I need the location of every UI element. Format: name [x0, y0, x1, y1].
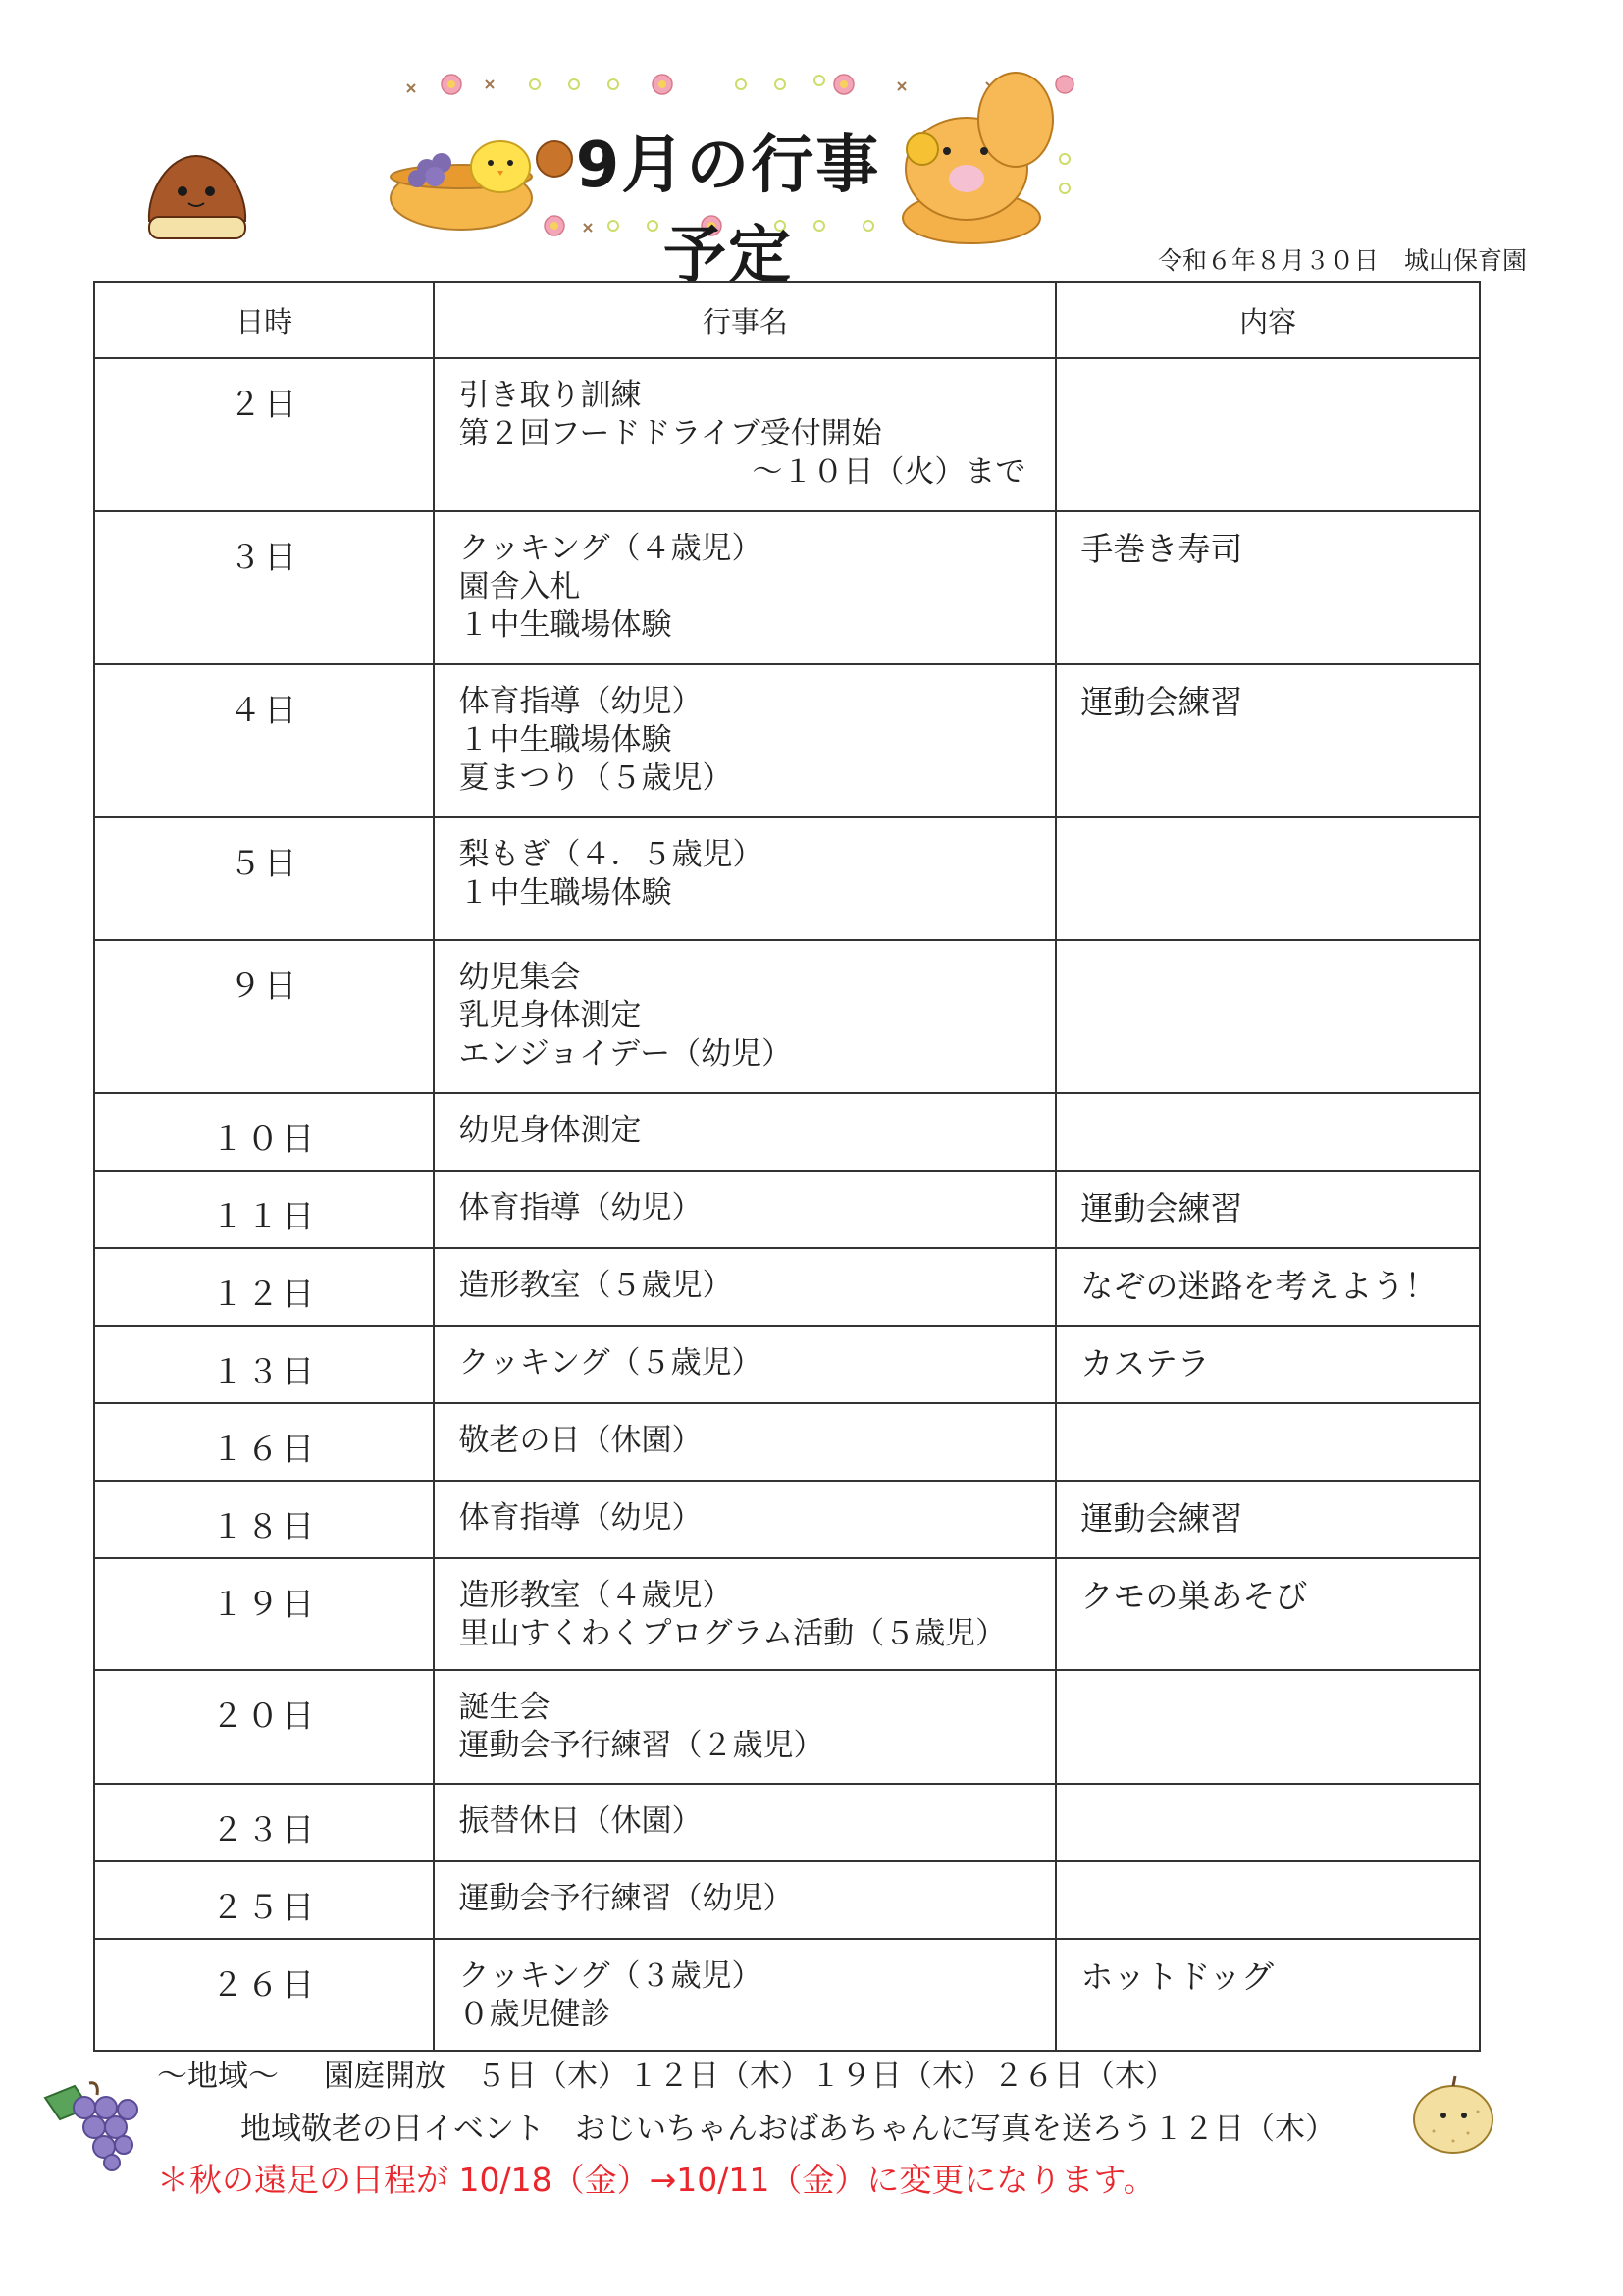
region-event: 地域敬老の日イベント おじいちゃんおばあちゃんに写真を送ろう１２日（木）: [240, 2112, 1335, 2147]
event-line: 誕生会: [458, 1690, 550, 1725]
pear-icon: [1409, 2072, 1497, 2156]
row-content: [1056, 1403, 1480, 1481]
table-row: [94, 1558, 1480, 1670]
page-title: 9月の行事予定: [575, 130, 881, 292]
event-line: 園舎入札: [458, 569, 581, 604]
row-day: ２３日: [94, 1784, 434, 1861]
event-line: 振替休日（休園）: [458, 1803, 703, 1839]
table-row: [94, 1248, 1480, 1326]
event-line: クッキング（３歳児）: [458, 1958, 762, 1994]
event-line: 梨もぎ（４．５歳児）: [458, 837, 763, 872]
row-day: １０日: [94, 1093, 434, 1171]
issue-header: [1158, 241, 1527, 277]
chick-icon: [471, 141, 530, 192]
row-content: カステラ: [1056, 1326, 1480, 1403]
title-banner: [388, 61, 1074, 292]
row-events: [434, 358, 1056, 511]
row-content: [1056, 1670, 1480, 1784]
table-row: [94, 1939, 1480, 2051]
row-events: [434, 664, 1056, 817]
table-row: [94, 1403, 1480, 1481]
table-row: [94, 664, 1480, 817]
event-line: １中生職場体験: [458, 722, 672, 757]
event-line: 運動会予行練習（幼児）: [458, 1881, 794, 1916]
event-line: 運動会予行練習（２歳児）: [458, 1728, 824, 1763]
event-line: 幼児集会: [458, 960, 581, 995]
event-line: 敬老の日（休園）: [458, 1423, 703, 1458]
row-content: [1056, 817, 1480, 940]
issue-date: 令和６年８月３０日: [1158, 246, 1380, 275]
region-dates: 園庭開放 ５日（木）１２日（木）１９日（木）２６日（木）: [324, 2059, 1176, 2094]
table-row: [94, 1171, 1480, 1248]
change-notice: ＊秋の遠足の日程が 10/18（金）→10/11（金）に変更になります。: [157, 2161, 1156, 2199]
event-line: 第２回フードドライブ受付開始: [458, 416, 882, 451]
row-day: １２日: [94, 1248, 434, 1326]
event-line: エンジョイデー（幼児）: [458, 1036, 793, 1071]
event-line: １中生職場体験: [458, 875, 672, 911]
row-events: [434, 817, 1056, 940]
row-events: [434, 1248, 1056, 1326]
row-day: ４日: [94, 664, 434, 817]
row-events: [434, 1093, 1056, 1171]
event-line: ０歳児健診: [458, 1997, 611, 2032]
row-events: [434, 1558, 1056, 1670]
row-day: １８日: [94, 1481, 434, 1558]
row-events: [434, 1326, 1056, 1403]
row-content: なぞの迷路を考えよう！: [1056, 1248, 1480, 1326]
event-line: 夏まつり（５歳児）: [458, 760, 733, 796]
header-content: 内容: [1056, 282, 1480, 358]
schedule-body: [94, 358, 1480, 2051]
squirrel-icon: [903, 73, 1053, 243]
table-row: [94, 1861, 1480, 1939]
grapes-icon: [35, 2078, 143, 2171]
row-day: ３日: [94, 511, 434, 664]
row-events: [434, 1403, 1056, 1481]
event-line: ～１０日（火）まで: [752, 454, 1026, 490]
table-row: [94, 511, 1480, 664]
event-line: クッキング（４歳児）: [458, 531, 762, 566]
row-events: [434, 511, 1056, 664]
row-content: 手巻き寿司: [1056, 511, 1480, 664]
schedule-table: [93, 281, 1481, 2052]
table-row: [94, 940, 1480, 1093]
event-line: １中生職場体験: [458, 607, 672, 643]
row-content: [1056, 1784, 1480, 1861]
table-row: [94, 817, 1480, 940]
row-day: １９日: [94, 1558, 434, 1670]
row-events: [434, 1171, 1056, 1248]
nursery-name: 城山保育園: [1404, 246, 1528, 275]
event-line: 体育指導（幼児）: [458, 1190, 703, 1226]
row-day: １６日: [94, 1403, 434, 1481]
table-row: [94, 1481, 1480, 1558]
table-row: [94, 1670, 1480, 1784]
row-day: ２５日: [94, 1861, 434, 1939]
row-day: ２６日: [94, 1939, 434, 2051]
row-content: クモの巣あそび: [1056, 1558, 1480, 1670]
table-row: [94, 1784, 1480, 1861]
row-content: [1056, 1093, 1480, 1171]
row-events: [434, 940, 1056, 1093]
region-label: ～地域～: [157, 2059, 279, 2094]
event-line: 引き取り訓練: [458, 378, 642, 413]
event-line: 造形教室（５歳児）: [458, 1268, 733, 1303]
table-row: [94, 1093, 1480, 1171]
event-line: 里山すくわくプログラム活動（５歳児）: [458, 1616, 1007, 1651]
row-day: ５日: [94, 817, 434, 940]
row-content: ホットドッグ: [1056, 1939, 1480, 2051]
row-events: [434, 1939, 1056, 2051]
row-day: １１日: [94, 1171, 434, 1248]
row-events: [434, 1784, 1056, 1861]
table-header-row: [94, 282, 1480, 358]
row-day: ９日: [94, 940, 434, 1093]
row-day: ２日: [94, 358, 434, 511]
header-event: 行事名: [434, 282, 1056, 358]
header-date: 日時: [94, 282, 434, 358]
event-line: 造形教室（４歳児）: [458, 1578, 733, 1613]
row-events: [434, 1670, 1056, 1784]
event-line: 体育指導（幼児）: [458, 1500, 703, 1536]
row-content: 運動会練習: [1056, 1481, 1480, 1558]
row-day: ２０日: [94, 1670, 434, 1784]
row-content: [1056, 940, 1480, 1093]
table-row: [94, 1326, 1480, 1403]
chestnut-icon: [145, 152, 248, 240]
table-row: [94, 358, 1480, 511]
row-content: [1056, 1861, 1480, 1939]
row-events: [434, 1861, 1056, 1939]
event-line: 幼児身体測定: [458, 1113, 642, 1148]
event-line: 体育指導（幼児）: [458, 684, 703, 719]
event-line: クッキング（５歳児）: [458, 1345, 762, 1381]
row-events: [434, 1481, 1056, 1558]
row-content: 運動会練習: [1056, 1171, 1480, 1248]
row-content: [1056, 358, 1480, 511]
row-day: １３日: [94, 1326, 434, 1403]
row-content: 運動会練習: [1056, 664, 1480, 817]
event-line: 乳児身体測定: [458, 998, 642, 1033]
